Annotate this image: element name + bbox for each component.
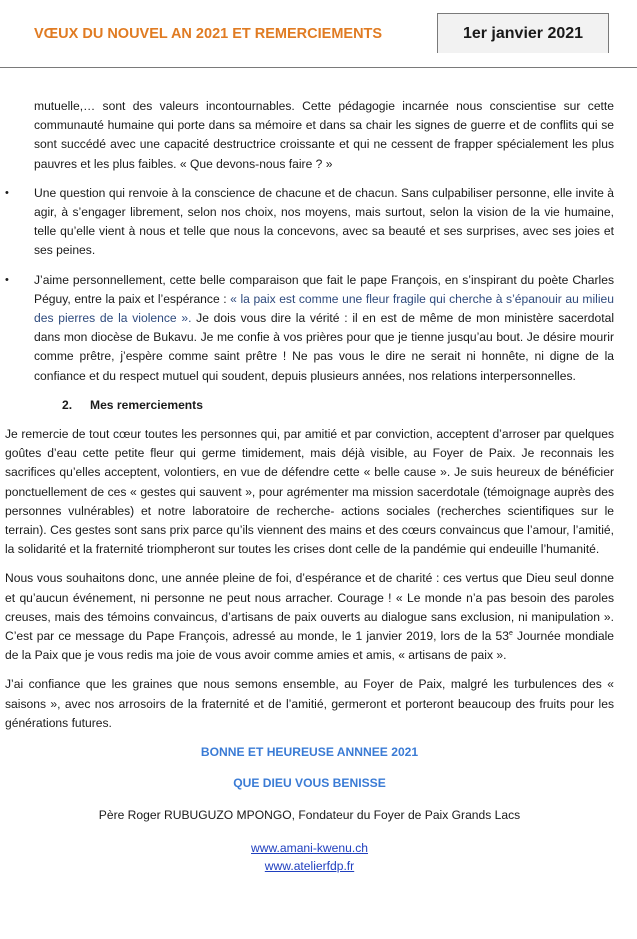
- website-link-atelier[interactable]: www.atelierfdp.fr: [264, 858, 355, 873]
- bullet-text-end: Je dois vous dire la vérité : il en est de même de mon ministère sacerdotal dans mon diocèse de Bukavu. Je me confie à vos prières pour que je tienne jusqu’au bout. Je désire mourir comme prêtre, j’espère comme saint prêtre ! Ne pas vous le dire ne serait ni honnête, ni digne de la confiance et du respect mutuel qui soudent, depuis plusieurs années, nos relations interpersonnelles.: [34, 311, 615, 383]
- document-title: VŒUX DU NOUVEL AN 2021 ET REMERCIEMENTS: [34, 26, 383, 42]
- website-link-amani[interactable]: www.amani-kwenu.ch: [251, 840, 368, 855]
- section-heading: [5, 396, 614, 415]
- pope-quote: « la paix est comme une fleur fragile qui cherche à s’épanouir au milieu des pierres de la violence ».: [34, 291, 614, 326]
- bullet-icon: •: [5, 186, 9, 199]
- document-body: [5, 97, 614, 875]
- new-year-greeting: BONNE ET HEUREUSE ANNNEE 2021: [200, 745, 419, 760]
- signature: Père Roger RUBUGUZO MPONGO, Fondateur du Foyer de Paix Grands Lacs: [98, 807, 521, 822]
- thanks-paragraph: Je remercie de tout cœur toutes les personnes qui, par amitié et par conviction, acceptent d’arroser par quelques goûtes d’eau cette petite fleur qui germe timidement, mais déjà visible, au Foyer de Paix. Je reconnais les sacrifices qu’elles acceptent, volontiers, en vue de défendre cette « belle cause ». Je suis heureux de bénéficier ponctuellement de ces « gestes qui sauvent », pour agrémenter ma mission sacerdotale (témoignage auprès des personnes vulnérables) et notre laboratoire de recherche- actions sociales (recherches scientifiques sur le terrain). Ces gestes sont sans prix parce qu’ils viennent des mains et des cœurs convaincus que l’amour, l’amitié, la solidarité et la fraternité triompheront sur toutes les crises dont celle de la pandémie qui endeuille l’humanité.: [5, 427, 614, 557]
- bullet-text: Une question qui renvoie à la conscience de chacune et de chacun. Sans culpabiliser personne, elle invite à agir, à s’engager librement, selon nos choix, nos moyens, mais surtout, selon la vision de la vie humaine, telle qu’elle vient à nous et telle que nous la concevons, avec sa beauté et ses surprises, avec ses joies et ses peines.: [34, 185, 614, 258]
- section-number: 2.: [62, 397, 73, 412]
- bullet-text-start: J’aime personnellement, cette belle comparaison que fait le pape François, en s’inspirant du poète Charles Péguy, entre la paix et l’espérance :: [34, 272, 614, 306]
- section-title: Mes remerciements: [90, 397, 203, 412]
- ordinal-superscript: e: [508, 630, 513, 638]
- wishes-text-end: Journée mondiale de la Paix que je vous redis ma joie de vous avoir comme amies et amis, « artisans de paix ».: [5, 629, 614, 663]
- page-header: [0, 0, 637, 68]
- intro-paragraph: mutuelle,… sont des valeurs incontournables. Cette pédagogie incarnée nous conscientise sur cette communauté humaine qui porte dans sa mémoire et dans sa chair les signes de guerre et de conflits qui se sont succédé avec une capacité destructrice croissante et qui ne cessent de frapper spécialement les plus pauvres et les plus faibles. « Que devons-nous faire ? »: [34, 99, 614, 171]
- wishes-paragraph: [5, 569, 614, 665]
- bullet-item-1: [5, 184, 614, 261]
- blessing-greeting: QUE DIEU VOUS BENISSE: [233, 776, 386, 791]
- confidence-paragraph: J’ai confiance que les graines que nous semons ensemble, au Foyer de Paix, malgré les turbulences des « saisons », avec nos arrosoirs de la fraternité et de l’amitié, germeront et porteront beaucoup des fruits pour les générations futures.: [5, 677, 614, 730]
- bullet-icon: •: [5, 273, 9, 286]
- wishes-text-start: Nous vous souhaitons donc, une année pleine de foi, d’espérance et de charité : ces vertus que Dieu seul donne et qu’aucun événement, ni personne ne peut nous arracher. Courage ! « Le monde n’a pas besoin des paroles creuses, mais des témoins convaincus, d’artisans de paix ouverts au dialogue sans exclusion, ni manipulation ». C’est par ce message du Pape François, adressé au monde, le 1 janvier 2019, lors de la 53: [5, 571, 614, 644]
- document-date: 1er janvier 2021: [437, 13, 609, 53]
- closing-block: [5, 743, 614, 875]
- bullet-item-2: [5, 271, 614, 386]
